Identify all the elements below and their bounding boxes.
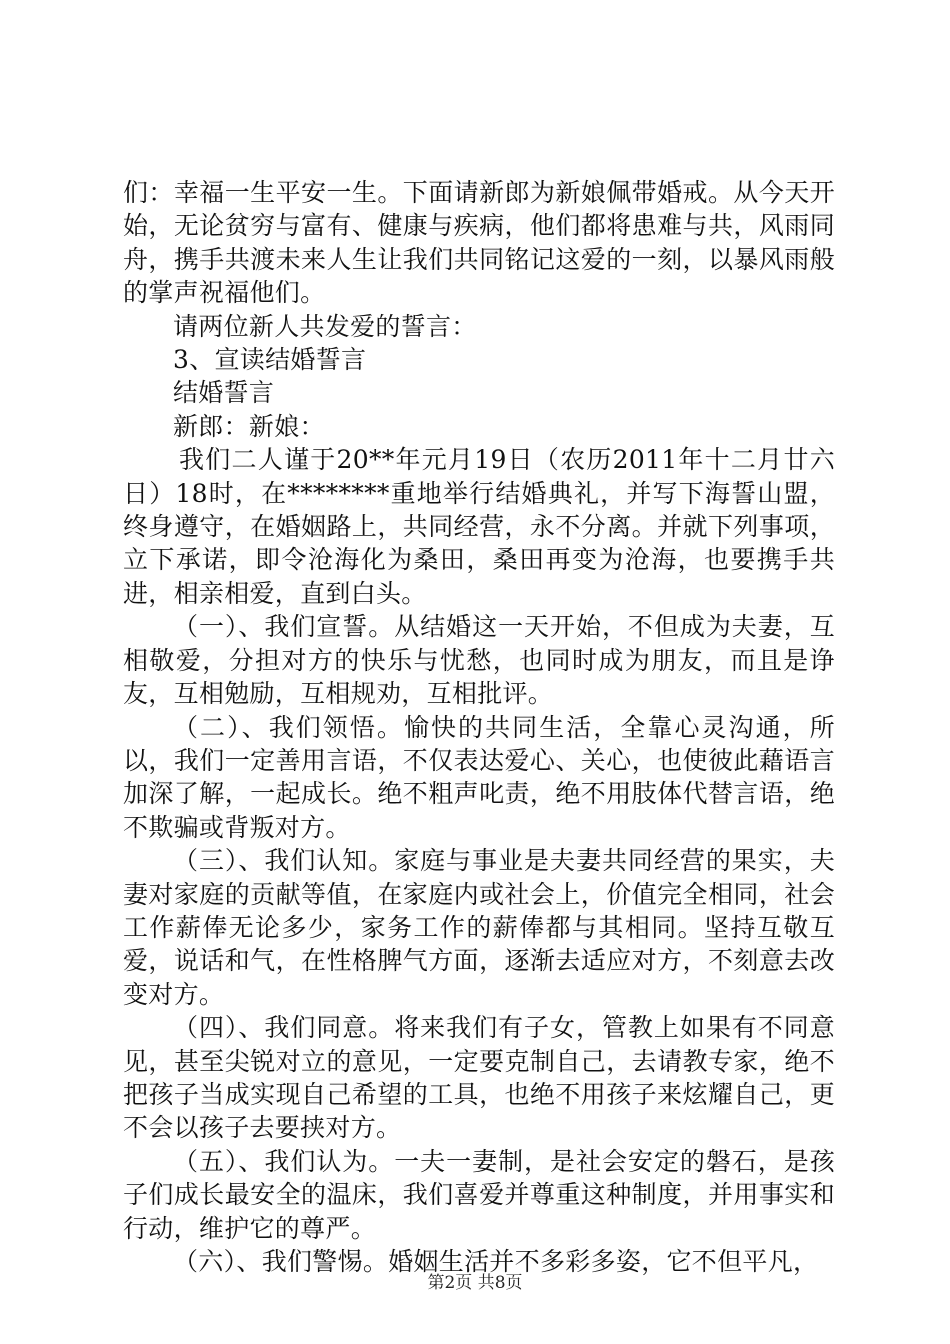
paragraph-7: （一）、我们宣誓。从结婚这一天开始，不但成为夫妻，互相敬爱，分担对方的快乐与忧愁，也同时成为朋友，而且是诤友，互相勉励，互相规劝，互相批评。	[123, 612, 835, 709]
page-footer	[0, 1272, 950, 1294]
paragraph-9: （三）、我们认知。家庭与事业是夫妻共同经营的果实，夫妻对家庭的贡献等值，在家庭内或社会上，价值完全相同，社会工作薪俸无论多少，家务工作的薪俸都与其相同。坚持互敬互爱，说话和气，在性格脾气方面，逐渐去适应对方，不刻意去改变对方。	[123, 846, 835, 1009]
paragraph-5: 新郎：新娘：	[173, 411, 325, 441]
paragraph-10: （四）、我们同意。将来我们有子女，管教上如果有不同意见，甚至尖锐对立的意见，一定要克制自己，去请教专家，绝不把孩子当成实现自己希望的工具，也绝不用孩子来炫耀自己，更不会以孩子去要挟对方。	[123, 1013, 835, 1143]
paragraph-3: 3、宣读结婚誓言	[173, 345, 367, 375]
paragraph-8: （二）、我们领悟。愉快的共同生活，全靠心灵沟通，所以，我们一定善用言语，不仅表达爱心、关心，也使彼此藉语言加深了解，一起成长。绝不粗声叱责，绝不用肢体代替言语，绝不欺骗或背叛对方。	[123, 712, 835, 842]
paragraph-6: 我们二人谨于20**年元月19日（农历2011年十二月廿六日）18时，在********重地举行结婚典礼，并写下海誓山盟，终身遵守，在婚姻路上，共同经营，永不分离。并就下列事项，立下承诺，即令沧海化为桑田，桑田再变为沧海，也要携手共进，相亲相爱，直到白头。	[123, 445, 835, 608]
paragraph-11: （五）、我们认为。一夫一妻制，是社会安定的磐石，是孩子们成长最安全的温床，我们喜爱并尊重这种制度，并用事实和行动，维护它的尊严。	[123, 1146, 835, 1243]
paragraph-12: （六）、我们警惕。婚姻生活并不多彩多姿，它不但平凡，	[173, 1247, 819, 1276]
paragraph-2: 请两位新人共发爱的誓言：	[173, 311, 477, 341]
document-body	[123, 176, 835, 1278]
paragraph-1: 们：幸福一生平安一生。下面请新郎为新娘佩带婚戒。从今天开始，无论贫穷与富有、健康与疾病，他们都将患难与共，风雨同舟，携手共渡未来人生让我们共同铭记这爱的一刻，以暴风雨般的掌声祝福他们。	[123, 178, 835, 308]
paragraph-4: 结婚誓言	[173, 378, 275, 408]
page-number-label: 第2页 共8页	[427, 1273, 523, 1293]
